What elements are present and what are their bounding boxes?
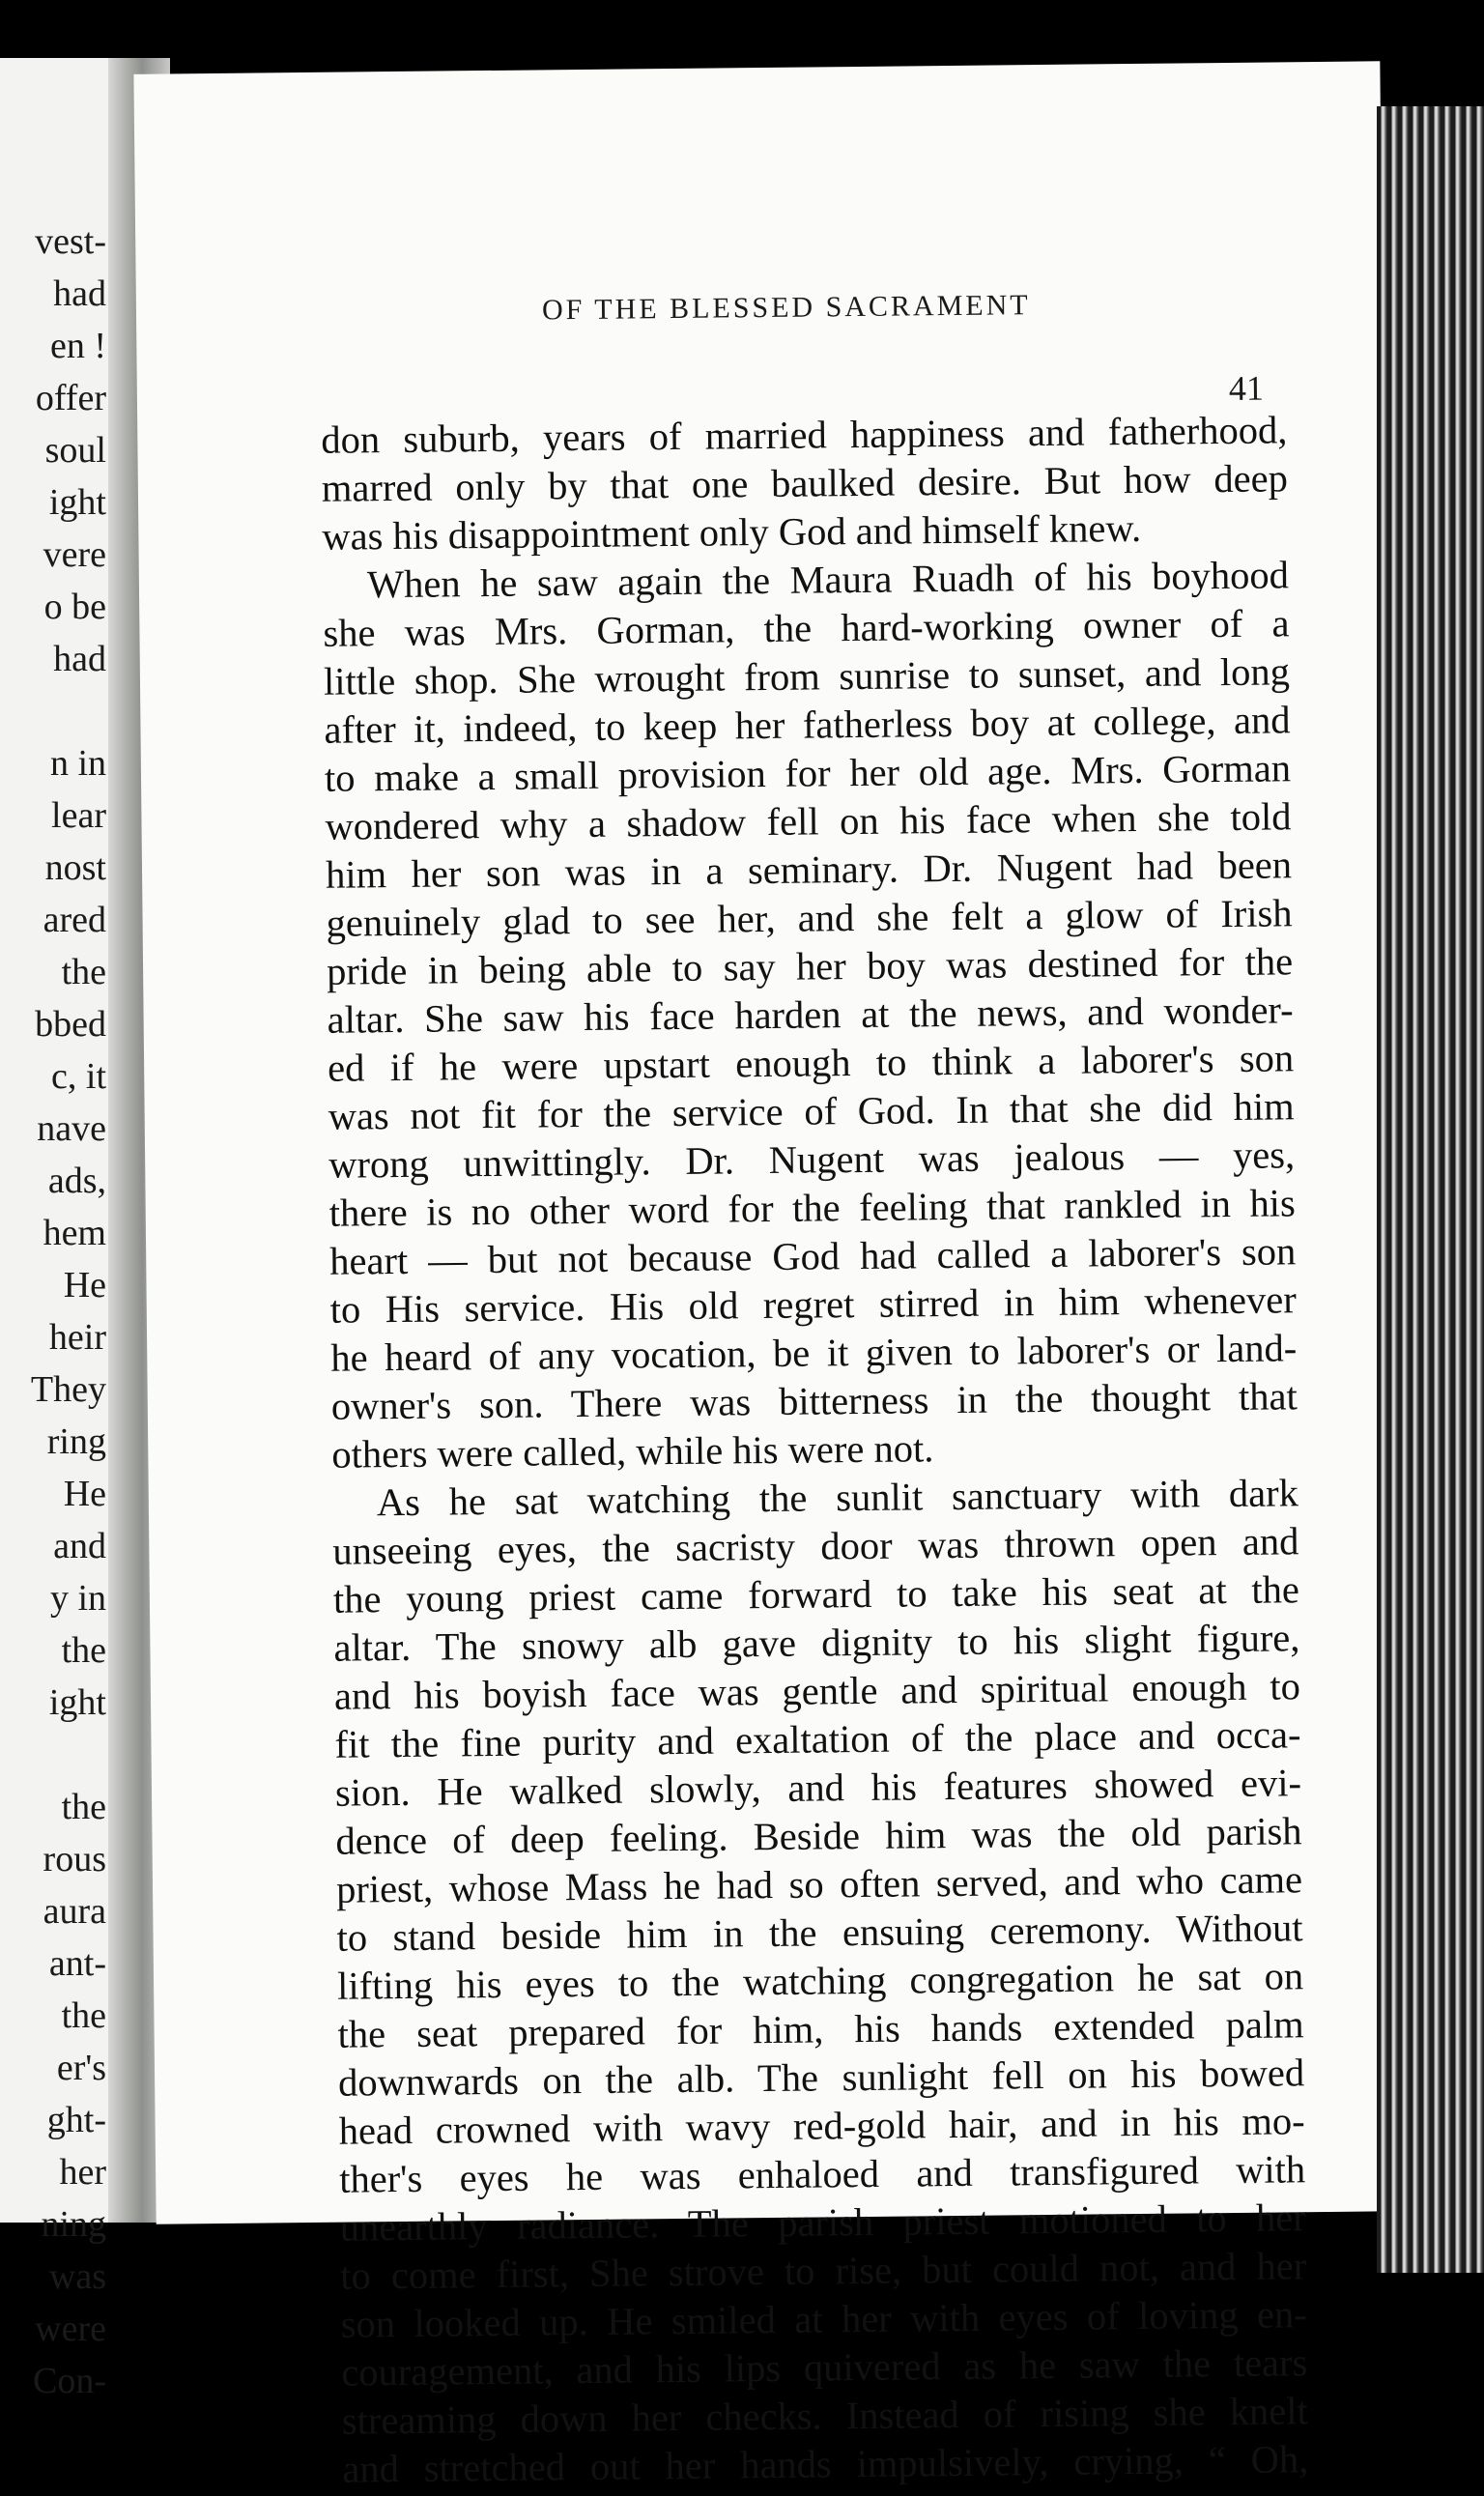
page-edges bbox=[1377, 106, 1484, 2273]
left-page-line: ared bbox=[43, 900, 106, 940]
text-line: pride in being able to say her boy was destined for the bbox=[326, 939, 1294, 993]
left-page-line: aura bbox=[43, 1891, 106, 1932]
text-line: she was Mrs. Gorman, the hard-working owner of a bbox=[323, 601, 1290, 655]
text-line: to stand beside him in the ensuing ceremony. Without bbox=[336, 1906, 1303, 1960]
left-page-line: c, it bbox=[51, 1056, 106, 1097]
text-line: to come first, She strove to rise, but could not, and her bbox=[340, 2244, 1307, 2298]
left-page-line: the bbox=[61, 1995, 106, 2036]
text-line: and his boyish face was gentle and spiritual enough to bbox=[333, 1664, 1301, 1718]
left-page-line: the bbox=[61, 1787, 106, 1827]
text-line: there is no other word for the feeling that rankled in his bbox=[328, 1181, 1296, 1235]
text-line: unearthly radiance. The parish priest motioned to her bbox=[339, 2195, 1306, 2250]
left-page-line: the bbox=[61, 1630, 106, 1671]
text-line: owner's son. There was bitterness in the thought that bbox=[330, 1374, 1298, 1428]
left-page-line: bbed bbox=[35, 1004, 106, 1045]
left-page-line: ning bbox=[41, 2204, 106, 2245]
left-page-line: o be bbox=[43, 587, 106, 627]
left-page-line: n in bbox=[49, 743, 106, 784]
text-line: fit the fine purity and exaltation of the place and occa- bbox=[334, 1712, 1301, 1766]
left-page-line: lear bbox=[51, 795, 106, 836]
book-page bbox=[133, 61, 1402, 2491]
text-line: he heard of any vocation, be it given to laborer's or land- bbox=[330, 1326, 1298, 1380]
text-line: others were called, while his were not. bbox=[331, 1426, 934, 1477]
left-page-line: Con- bbox=[33, 2361, 106, 2401]
text-line: marred only by that one baulked desire. But how deep bbox=[321, 456, 1289, 510]
left-page-line: ant- bbox=[48, 1943, 106, 1984]
text-line: wrong unwittingly. Dr. Nugent was jealous — yes, bbox=[328, 1133, 1296, 1187]
text-line: ed if he were upstart enough to think a laborer's son bbox=[327, 1036, 1295, 1090]
left-page-line: her bbox=[59, 2152, 106, 2193]
left-page-line: nave bbox=[37, 1108, 106, 1149]
left-page-line: hem bbox=[43, 1213, 106, 1253]
left-page-line: er's bbox=[56, 2048, 106, 2088]
text-line: him her son was in a seminary. Dr. Nugent had been bbox=[325, 843, 1293, 897]
body-text bbox=[321, 406, 1308, 2493]
left-page-line: ight bbox=[48, 1682, 106, 1723]
text-line: altar. The snowy alb gave dignity to his slight figure, bbox=[333, 1616, 1300, 1670]
text-line: genuinely glad to see her, and she felt a glow of Irish bbox=[326, 891, 1293, 945]
text-line: downwards on the alb. The sunlight fell on his bowed bbox=[337, 2051, 1305, 2105]
left-page-line: vere bbox=[43, 534, 106, 575]
left-page-line: offer bbox=[35, 378, 106, 418]
left-page-line: ads, bbox=[47, 1161, 106, 1201]
left-page-line: en ! bbox=[49, 326, 106, 366]
left-page-line: ring bbox=[46, 1421, 106, 1462]
text-line: head crowned with wavy red-gold hair, and in his mo- bbox=[338, 2099, 1305, 2153]
text-line: lifting his eyes to the watching congregation he sat on bbox=[336, 1954, 1304, 2008]
left-page-line: They bbox=[30, 1369, 106, 1410]
left-page-line: nost bbox=[44, 847, 106, 888]
text-line: heart — but not because God had called a laborer's son bbox=[329, 1229, 1297, 1283]
text-line: little shop. She wrought from sunrise to sunset, and long bbox=[323, 649, 1291, 703]
left-page-line: ght- bbox=[46, 2100, 106, 2140]
text-line: was not fit for the service of God. In that she did him bbox=[328, 1084, 1295, 1138]
left-page-line: ight bbox=[48, 482, 106, 523]
text-line: couragement, and his lips quivered as he saw the tears bbox=[341, 2340, 1308, 2395]
text-line: unseeing eyes, the sacristy door was thrown open and bbox=[332, 1519, 1299, 1573]
text-line: sion. He walked slowly, and his features showed evi- bbox=[334, 1761, 1302, 1815]
left-page-line: were bbox=[35, 2309, 106, 2349]
text-line: wondered why a shadow fell on his face when she told bbox=[325, 794, 1292, 848]
text-line: When he saw again the Maura Ruadh of his boyhood bbox=[366, 553, 1290, 607]
page-number: 41 bbox=[1228, 368, 1265, 408]
text-line: the young priest came forward to take his seat at the bbox=[332, 1567, 1300, 1621]
text-line: and stretched out her hands impulsively, crying, “ Oh, bbox=[342, 2437, 1309, 2491]
left-page-line: He bbox=[63, 1474, 106, 1514]
left-page-line: heir bbox=[48, 1317, 106, 1358]
left-page-line: rous bbox=[43, 1839, 106, 1879]
left-page-line: had bbox=[53, 273, 106, 314]
left-page-line: the bbox=[61, 952, 106, 992]
text-line: after it, indeed, to keep her fatherless boy at college, and bbox=[324, 698, 1291, 752]
left-page-line: was bbox=[48, 2256, 106, 2297]
text-line: dence of deep feeling. Beside him was the old parish bbox=[335, 1809, 1302, 1863]
running-head: OF THE BLESSED SACRAMENT bbox=[541, 289, 1031, 327]
text-line: to His service. His old regret stirred in him whenever bbox=[329, 1277, 1297, 1332]
text-line: the seat prepared for him, his hands extended palm bbox=[337, 2002, 1304, 2056]
left-page-line: He bbox=[63, 1265, 106, 1305]
left-page-line: and bbox=[53, 1526, 106, 1566]
text-line: ther's eyes he was enhaloed and transfigured with bbox=[338, 2147, 1306, 2201]
text-line: to make a small provision for her old age. Mrs. Gorman bbox=[324, 746, 1292, 800]
left-page-line: had bbox=[53, 639, 106, 679]
text-line: altar. She saw his face harden at the news, and wonder- bbox=[327, 988, 1294, 1042]
left-page bbox=[0, 58, 114, 2401]
left-page-line: soul bbox=[44, 430, 106, 471]
text-line: was his disappointment only God and himself knew. bbox=[322, 505, 1142, 559]
text-line: don suburb, years of married happiness and fatherhood, bbox=[321, 408, 1288, 462]
text-line: son looked up. He smiled at her with eyes of loving en- bbox=[340, 2292, 1307, 2346]
left-page-line: y in bbox=[49, 1578, 106, 1619]
left-page-line: vest- bbox=[35, 221, 106, 262]
text-line: streaming down her checks. Instead of rising she knelt bbox=[341, 2389, 1309, 2443]
text-line: As he sat watching the sunlit sanctuary with dark bbox=[376, 1471, 1299, 1525]
text-line: priest, whose Mass he had so often served, and who came bbox=[335, 1857, 1303, 1911]
